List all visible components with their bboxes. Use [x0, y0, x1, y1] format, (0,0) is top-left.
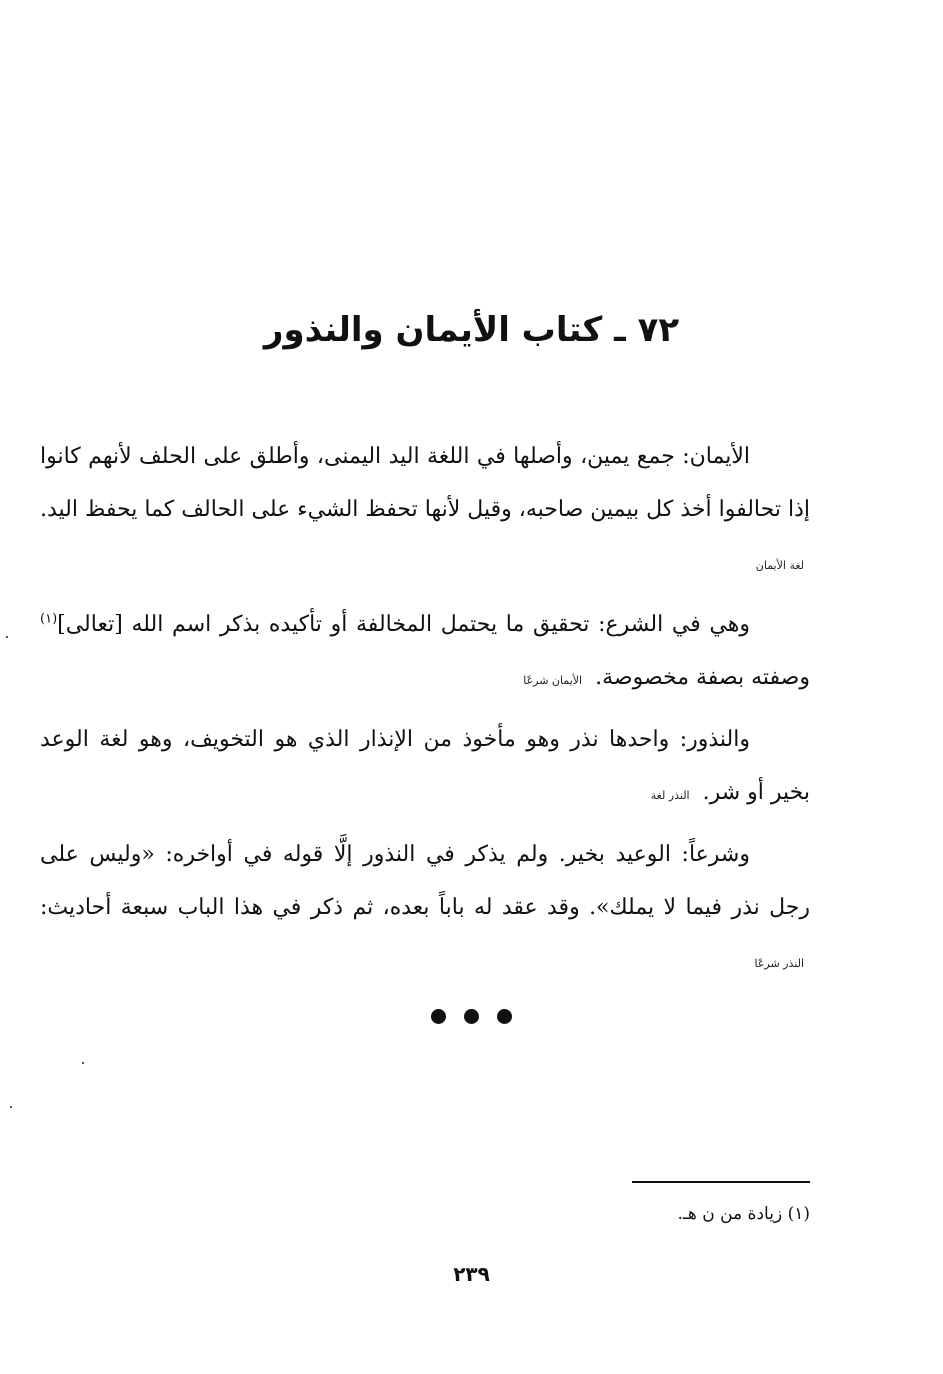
- footnote-reference[interactable]: (١): [40, 611, 58, 627]
- paragraph-text: وشرعاً: الوعيد بخير. ولم يذكر في النذور إلَّا قوله في أواخره: «وليس على رجل نذر فيما لا يملك». وقد عقد له باباً بعده، ثم ذكر في هذا الباب سبعة أحاديث:: [40, 842, 810, 920]
- scan-speck: [82, 1062, 84, 1064]
- margin-note: لغة الأيمان: [755, 559, 804, 572]
- paragraph-text-continued: وصفته بصفة مخصوصة.: [595, 665, 810, 690]
- scan-speck: [10, 1106, 12, 1108]
- ornament-dot: [497, 1009, 512, 1024]
- chapter-title: [0, 300, 943, 360]
- paragraph-text: والنذور: واحدها نذر وهو مأخوذ من الإنذار الذي هو التخويف، وهو لغة الوعد بخير أو شر.: [40, 727, 810, 805]
- page-number: ٢٣٩: [453, 1262, 490, 1286]
- footnote-divider: [632, 1181, 810, 1183]
- paragraph-aymaan-sharia: [40, 598, 810, 707]
- section-end-ornament: [0, 1005, 943, 1030]
- margin-note: النذر لغة: [650, 789, 690, 802]
- paragraph-text: الأيمان: جمع يمين، وأصلها في اللغة اليد اليمنى، وأطلق على الحلف لأنهم كانوا إذا تحالفوا أخذ كل بيمين صاحبه، وقيل لأنها تحفظ الشيء على الحالف كما يحفظ اليد.: [40, 444, 810, 522]
- margin-note: النذر شرعًا: [754, 957, 804, 970]
- ornament-dot: [431, 1009, 446, 1024]
- footnote-mark: (١): [787, 1204, 810, 1224]
- ornament-dot: [464, 1009, 479, 1024]
- footnote-text: زيادة من ن هـ.: [677, 1204, 783, 1224]
- chapter-title-text: ٧٢ ـ كتاب الأيمان والنذور: [263, 310, 680, 350]
- footnote: [410, 1200, 810, 1228]
- paragraph-text: وهي في الشرع: تحقيق ما يحتمل المخالفة أو تأكيده بذكر اسم الله [تعالى]: [57, 612, 750, 637]
- margin-note: الأيمان شرعًا: [523, 674, 583, 687]
- body-text: [40, 430, 810, 996]
- paragraph-aymaan-language: [40, 430, 810, 592]
- paragraph-nudhur-sharia: [40, 828, 810, 990]
- paragraph-nudhur-language: [40, 713, 810, 822]
- scan-speck: [6, 636, 8, 638]
